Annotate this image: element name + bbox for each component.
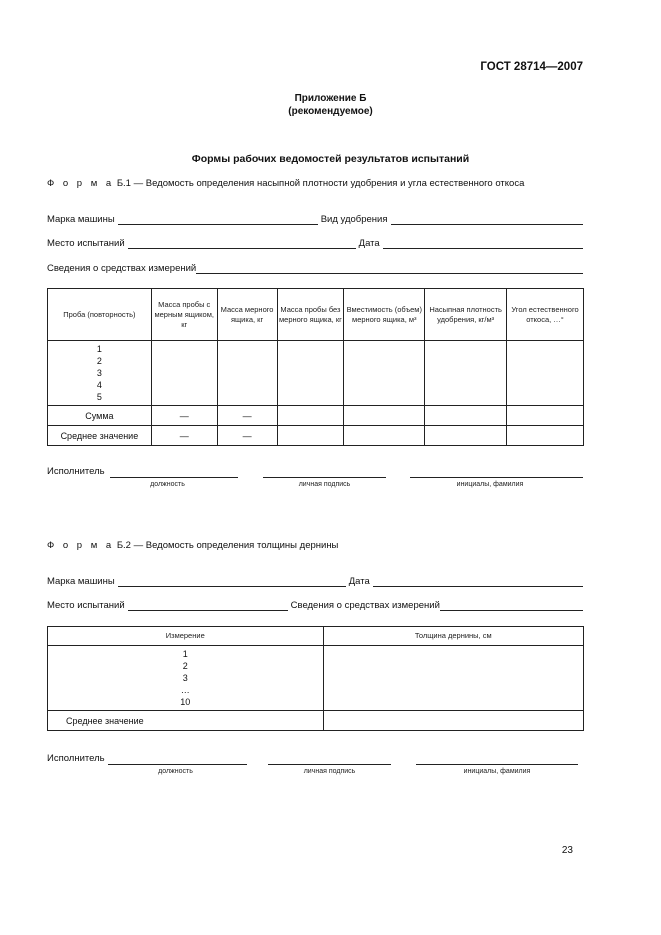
form2-col-thickness: Толщина дернины, см <box>323 627 584 646</box>
table-cell[interactable] <box>217 341 277 406</box>
table-cell[interactable] <box>344 406 425 426</box>
form1-col-angle: Угол естественного откоса, …° <box>507 289 584 341</box>
form2-instruments-line[interactable] <box>440 599 583 611</box>
form1-executor-label: Исполнитель <box>47 466 105 477</box>
dash-cell: — <box>151 406 217 426</box>
form1-instruments-line[interactable] <box>196 262 583 274</box>
form1-sample-3: 3 <box>96 368 102 378</box>
form1-sample-1: 1 <box>96 344 102 354</box>
form2-mean-row <box>48 711 584 731</box>
form1-col-sample: Проба (повторность) <box>48 289 152 341</box>
form1-name-caption: инициалы, фамилия <box>456 481 524 488</box>
table-cell[interactable] <box>344 341 425 406</box>
form2-instruments-label: Сведения о средствах измерений <box>290 600 440 611</box>
table-cell[interactable] <box>277 341 344 406</box>
form1-sum-label: Сумма <box>48 406 152 426</box>
form2-caption <box>47 540 338 551</box>
form2-machine-label: Марка машины <box>47 576 115 587</box>
form2-date-line[interactable] <box>373 575 583 587</box>
form1-caption-text: Б.1 — Ведомость определения насыпной плотности удобрения и угла естественного откоса <box>116 178 525 189</box>
form1-sign-caption: личная подпись <box>298 481 351 488</box>
form2-name-caption: инициалы, фамилия <box>463 768 531 775</box>
form1-mean-label: Среднее значение <box>48 426 152 446</box>
table-row <box>48 646 584 711</box>
form1-row-instruments <box>47 262 583 274</box>
dash-cell: — <box>217 426 277 446</box>
form1-prefix: Ф о р м а <box>47 178 115 189</box>
form1-date-label: Дата <box>358 238 380 249</box>
table-row <box>48 341 584 406</box>
form1-place-line[interactable] <box>128 237 356 249</box>
form2-measure-2: 2 <box>182 661 188 671</box>
form1-place-label: Место испытаний <box>47 238 125 249</box>
appendix-heading <box>0 92 661 118</box>
table-cell[interactable] <box>507 341 584 406</box>
table-cell[interactable] <box>277 406 344 426</box>
form1-machine-line[interactable] <box>118 213 318 225</box>
table-cell[interactable] <box>507 406 584 426</box>
form2-col-measurement: Измерение <box>48 627 324 646</box>
form2-table-header-row <box>48 627 584 646</box>
form2-measure-1: 1 <box>182 649 188 659</box>
table-cell[interactable] <box>323 711 584 731</box>
form1-sample-2: 2 <box>96 356 102 366</box>
form1-instruments-label: Сведения о средствах измерений <box>47 263 197 274</box>
form2-row-machine <box>47 575 583 587</box>
form1-col-box-mass: Масса мерного ящика, кг <box>217 289 277 341</box>
page-number: 23 <box>561 845 573 856</box>
form2-sign-caption: личная подпись <box>303 768 356 775</box>
form1-sign-line[interactable] <box>263 476 386 478</box>
appendix-line2: (рекомендуемое) <box>288 106 373 117</box>
table-cell[interactable] <box>425 341 507 406</box>
form2-prefix: Ф о р м а <box>47 540 115 551</box>
form1-fertilizer-line[interactable] <box>391 213 584 225</box>
form1-table <box>47 288 584 446</box>
table-cell[interactable] <box>323 646 584 711</box>
form2-place-label: Место испытаний <box>47 600 125 611</box>
form1-sample-5: 5 <box>96 392 102 402</box>
form2-row-place <box>47 599 583 611</box>
form1-row-machine <box>47 213 583 225</box>
form1-col-bulk-density: Насыпная плотность удобрения, кг/м³ <box>425 289 507 341</box>
form2-caption-text: Б.2 — Ведомость определения толщины дернины <box>116 540 339 551</box>
form2-sign-line[interactable] <box>268 763 391 765</box>
form1-position-line[interactable] <box>110 476 238 478</box>
form1-mean-row <box>48 426 584 446</box>
form2-date-label: Дата <box>348 576 370 587</box>
form1-sum-row <box>48 406 584 426</box>
document-title: Формы рабочих ведомостей результатов испытаний <box>191 153 470 165</box>
form2-position-line[interactable] <box>108 763 247 765</box>
form1-fertilizer-label: Вид удобрения <box>320 214 388 225</box>
table-cell[interactable] <box>425 426 507 446</box>
form2-place-line[interactable] <box>128 599 288 611</box>
form2-machine-line[interactable] <box>118 575 346 587</box>
dash-cell: — <box>217 406 277 426</box>
dash-cell: — <box>151 426 217 446</box>
form1-machine-label: Марка машины <box>47 214 115 225</box>
form2-executor-label: Исполнитель <box>47 753 105 764</box>
form1-date-line[interactable] <box>383 237 583 249</box>
form2-mean-label: Среднее значение <box>48 711 324 731</box>
form2-table <box>47 626 584 731</box>
form1-caption <box>47 178 524 189</box>
form2-measure-ellipsis: … <box>180 685 190 695</box>
table-cell[interactable] <box>425 406 507 426</box>
form1-col-mass-with-box: Масса пробы с мерным ящиком, кг <box>151 289 217 341</box>
table-cell[interactable] <box>151 341 217 406</box>
form1-name-line[interactable] <box>410 476 583 478</box>
form1-row-place <box>47 237 583 249</box>
form1-sample-numbers <box>48 341 152 406</box>
form1-position-caption: должность <box>150 481 185 488</box>
form1-sample-4: 4 <box>96 380 102 390</box>
form2-measurement-numbers <box>48 646 324 711</box>
form2-measure-3: 3 <box>182 673 188 683</box>
standard-number: ГОСТ 28714—2007 <box>480 61 583 73</box>
form1-table-header-row <box>48 289 584 341</box>
table-cell[interactable] <box>277 426 344 446</box>
form2-name-line[interactable] <box>416 763 578 765</box>
form1-col-mass-without-box: Масса пробы без мерного ящика, кг <box>277 289 344 341</box>
form2-position-caption: должность <box>158 768 193 775</box>
table-cell[interactable] <box>344 426 425 446</box>
appendix-line1: Приложение Б <box>294 93 367 104</box>
table-cell[interactable] <box>507 426 584 446</box>
form2-measure-10: 10 <box>180 697 191 707</box>
form1-col-box-volume: Вместимость (объем) мерного ящика, м³ <box>344 289 425 341</box>
